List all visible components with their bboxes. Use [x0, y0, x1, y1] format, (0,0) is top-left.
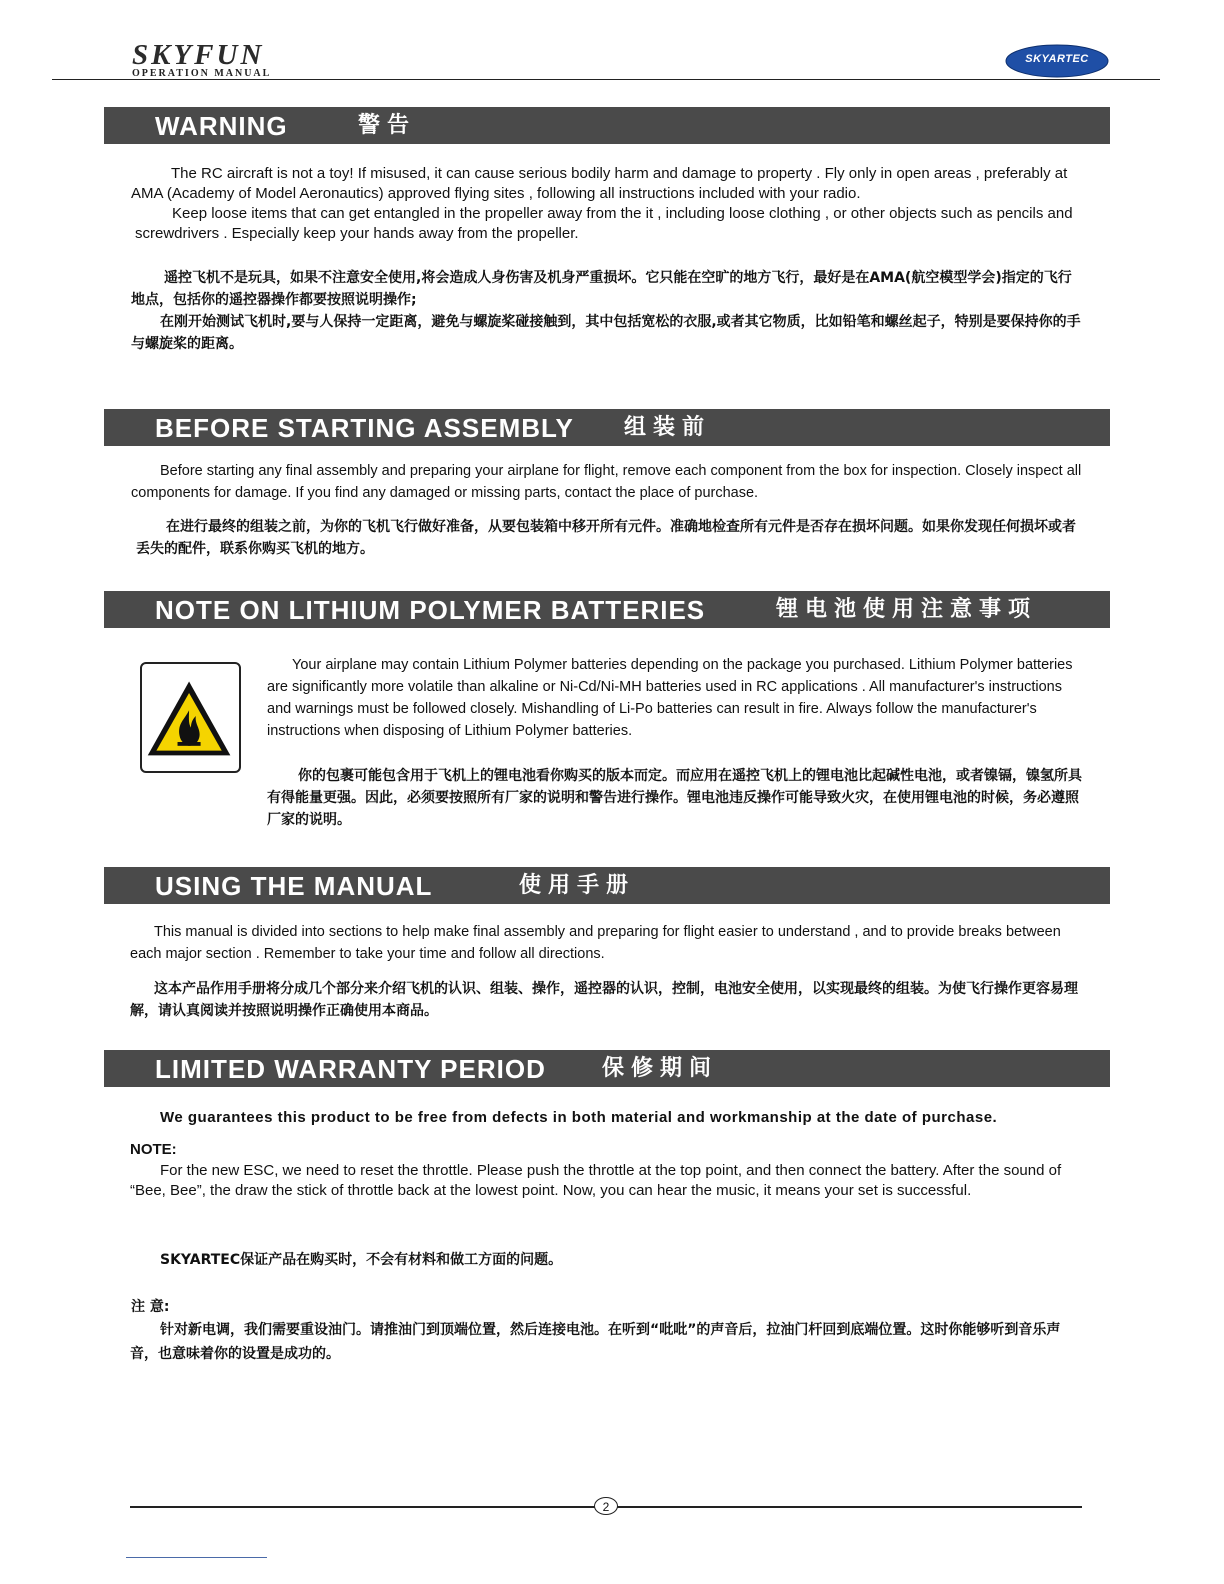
section-bar-warning [104, 107, 1110, 144]
note-label: NOTE: [130, 1141, 177, 1158]
lipo-en-paragraph: Your airplane may contain Lithium Polymer batteries depending on the package you purchased. Lithium Polymer batteries are significantly more volatile than alkaline or Ni-Cd/Ni-MH batteries used in RC applications . All manufacturer's instructions and warnings must be followed closely. Mishandling of Li-Po batteries can result in fire. Always follow the manufacturer's instructions when disposing of Lithium Polymer batteries. [267, 657, 1073, 739]
section-title-en: WARNING [155, 111, 288, 141]
section-bar-lipo [104, 591, 1110, 628]
brand-subtitle: OPERATION MANUAL [132, 68, 272, 79]
note-text: For the new ESC, we need to reset the throttle. Please push the throttle at the top point, and then connect the battery. After the sound of “Bee, Bee”, the draw the stick of throttle back at the lowest point. Now, you can hear the music, it means your set is successful. [130, 1162, 1062, 1199]
zh-note-text: 针对新电调，我们需要重设油门。请推油门到顶端位置，然后连接电池。在听到“吡吡”的声音后，拉油门杆回到底端位置。这时你能够听到音乐声音，也意味着你的设置是成功的。 [130, 1322, 1061, 1362]
header-divider [52, 79, 1160, 80]
warning-en-paragraph-1: The RC aircraft is not a toy! If misused, it can cause serious bodily harm and damage to property . Fly only in open areas , preferably at AMA (Academy of Model Aeronautics) approved flying sites , following all instructions included with your radio. [131, 165, 1068, 202]
brand-title: SKYFUN [132, 39, 265, 71]
fire-warning-sign [140, 662, 241, 773]
page-number: 2 [594, 1497, 618, 1515]
section-title-zh: 使用手册 [519, 873, 636, 898]
section-title-zh: 警告 [358, 113, 417, 138]
manual-zh-paragraph: 这本产品作用手册将分成几个部分来介绍飞机的认识、组装、操作，遥控器的认识，控制，电池安全使用，以实现最终的组装。为使飞行操作更容易理解，请认真阅读并按照说明操作正确使用本商品。 [130, 981, 1078, 1019]
section-title-zh: 锂电池使用注意事项 [776, 597, 1038, 622]
warning-zh-paragraph-1: 遥控飞机不是玩具，如果不注意安全使用,将会造成人身伤害及机身严重损坏。它只能在空旷的地方飞行，最好是在AMA(航空模型学会)指定的飞行地点，包括你的遥控器操作都要按照说明操作; [131, 270, 1072, 308]
footer-link-underline [126, 1557, 267, 1558]
warning-zh-paragraph-2: 在刚开始测试飞机时,要与人保持一定距离，避免与螺旋桨碰接触到，其中包括宽松的衣服,或者其它物质，比如铅笔和螺丝起子，特别是要保持你的手与螺旋桨的距离。 [131, 314, 1081, 352]
section-bar-manual [104, 867, 1110, 904]
warning-en-paragraph-2: Keep loose items that can get entangled in the propeller away from the it , including loose clothing , or other objects such as pencils and screwdrivers . Especially keep your hands away from the propeller. [135, 205, 1073, 242]
section-title-en: NOTE ON LITHIUM POLYMER BATTERIES [155, 595, 706, 625]
section-title-zh: 组装前 [624, 415, 712, 440]
section-title-zh: 保修期间 [602, 1056, 719, 1081]
assembly-zh-paragraph: 在进行最终的组装之前，为你的飞机飞行做好准备，从要包装箱中移开所有元件。准确地检查所有元件是否存在损坏问题。如果你发现任何损坏或者丢失的配件，联系你购买飞机的地方。 [136, 519, 1076, 557]
manual-en-paragraph: This manual is divided into sections to help make final assembly and preparing for flight easier to understand , and to provide breaks between each major section . Remember to take your time and follow all directions. [130, 924, 1061, 962]
warranty-zh-guarantee: SKYARTEC保证产品在购买时，不会有材料和做工方面的问题。 [160, 1252, 563, 1268]
zh-note-label: 注 意: [131, 1299, 170, 1315]
section-title-en: LIMITED WARRANTY PERIOD [155, 1054, 546, 1084]
section-bar-warranty [104, 1050, 1110, 1087]
section-title-en: BEFORE STARTING ASSEMBLY [155, 413, 574, 443]
logo-text: SKYARTEC [1025, 53, 1089, 65]
assembly-en-paragraph: Before starting any final assembly and preparing your airplane for flight, remove each component from the box for inspection. Closely inspect all components for damage. If you find any damaged or missing parts, contact the place of purchase. [131, 463, 1082, 501]
fire-warning-icon [142, 664, 239, 771]
warranty-guarantee: We guarantees this product to be free from defects in both material and workmanship at the date of purchase. [160, 1109, 998, 1126]
section-bar-assembly [104, 409, 1110, 446]
lipo-zh-paragraph: 你的包裹可能包含用于飞机上的锂电池看你购买的版本而定。而应用在遥控飞机上的锂电池比起碱性电池，或者镍镉，镍氢所具有得能量更强。因此，必须要按照所有厂家的说明和警告进行操作。锂电池违反操作可能导致火灾，在使用锂电池的时候，务必遵照厂家的说明。 [267, 768, 1082, 828]
section-title-en: USING THE MANUAL [155, 871, 433, 901]
